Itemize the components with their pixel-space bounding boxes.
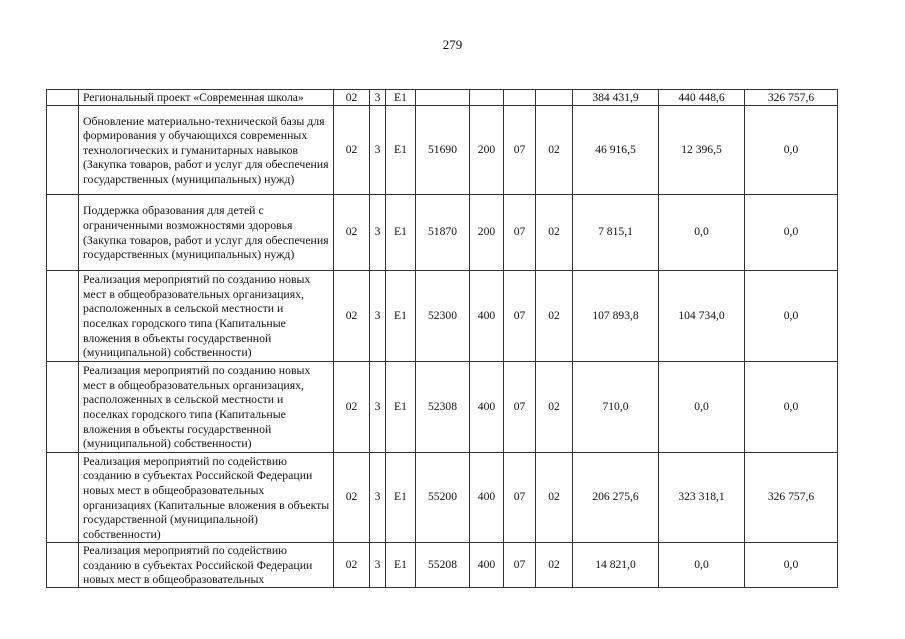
row-number-cell	[47, 543, 79, 588]
amount-year1-cell: 7 815,1	[573, 195, 659, 271]
section-cell: 07	[504, 106, 536, 195]
amount-year2-cell: 0,0	[659, 543, 745, 588]
project-code-cell: E1	[386, 271, 416, 362]
expense-code-cell	[416, 90, 470, 106]
project-code-cell: E1	[386, 106, 416, 195]
amount-year3-cell: 326 757,6	[745, 90, 838, 106]
expense-code-cell: 51690	[416, 106, 470, 195]
table-row	[47, 453, 838, 543]
amount-year2-cell: 0,0	[659, 195, 745, 271]
amount-year2-cell: 0,0	[659, 362, 745, 453]
budget-table	[46, 89, 838, 588]
subsection-cell: 02	[536, 106, 573, 195]
section-cell: 07	[504, 195, 536, 271]
row-name-cell: Региональный проект «Современная школа»	[79, 90, 334, 106]
row-number-cell	[47, 362, 79, 453]
amount-year1-cell: 107 893,8	[573, 271, 659, 362]
table-row	[47, 195, 838, 271]
amount-year1-cell: 384 431,9	[573, 90, 659, 106]
table-row	[47, 271, 838, 362]
page-number: 279	[442, 37, 463, 52]
subprogram-code-cell: 3	[370, 90, 386, 106]
project-code-cell: E1	[386, 195, 416, 271]
amount-year3-cell: 326 757,6	[745, 453, 838, 543]
row-name-cell: Обновление материально-технической базы для формирования у обучающихся современных технологических и гуманитарных навыков (Закупка товаров, работ и услуг для обеспечения государственных (муниципальных) нужд)	[79, 106, 334, 195]
amount-year2-cell: 440 448,6	[659, 90, 745, 106]
row-name-cell: Поддержка образования для детей с ограниченными возможностями здоровья (Закупка товаров, работ и услуг для обеспечения государственных (муниципальных) нужд)	[79, 195, 334, 271]
subsection-cell: 02	[536, 195, 573, 271]
subprogram-code-cell: 3	[370, 453, 386, 543]
project-code-cell: E1	[386, 362, 416, 453]
amount-year3-cell: 0,0	[745, 195, 838, 271]
amount-year3-cell: 0,0	[745, 106, 838, 195]
expense-type-cell	[470, 90, 504, 106]
section-cell	[504, 90, 536, 106]
program-code-cell: 02	[334, 453, 370, 543]
subprogram-code-cell: 3	[370, 195, 386, 271]
section-cell: 07	[504, 453, 536, 543]
row-number-cell	[47, 106, 79, 195]
subprogram-code-cell: 3	[370, 271, 386, 362]
section-cell: 07	[504, 543, 536, 588]
table-row	[47, 106, 838, 195]
program-code-cell: 02	[334, 90, 370, 106]
expense-code-cell: 55208	[416, 543, 470, 588]
project-code-cell: E1	[386, 543, 416, 588]
amount-year3-cell: 0,0	[745, 271, 838, 362]
table-row	[47, 90, 838, 106]
section-cell: 07	[504, 362, 536, 453]
program-code-cell: 02	[334, 106, 370, 195]
subprogram-code-cell: 3	[370, 543, 386, 588]
expense-code-cell: 51870	[416, 195, 470, 271]
row-name-cell: Реализация мероприятий по созданию новых мест в общеобразовательных организациях, расположенных в сельской местности и поселках городского типа (Капитальные вложения в объекты государственной (муниципальной) собственности)	[79, 362, 334, 453]
row-name-cell: Реализация мероприятий по созданию новых мест в общеобразовательных организациях, расположенных в сельской местности и поселках городского типа (Капитальные вложения в объекты государственной (муниципальной) собственности)	[79, 271, 334, 362]
expense-type-cell: 200	[470, 195, 504, 271]
row-name-cell: Реализация мероприятий по содействию созданию в субъектах Российской Федерации новых мест в общеобразовательных	[79, 543, 334, 588]
table-row	[47, 362, 838, 453]
row-number-cell	[47, 90, 79, 106]
amount-year2-cell: 323 318,1	[659, 453, 745, 543]
row-number-cell	[47, 271, 79, 362]
expense-code-cell: 55200	[416, 453, 470, 543]
amount-year1-cell: 710,0	[573, 362, 659, 453]
project-code-cell: E1	[386, 453, 416, 543]
expense-type-cell: 400	[470, 271, 504, 362]
expense-type-cell: 400	[470, 362, 504, 453]
row-name-cell: Реализация мероприятий по содействию созданию в субъектах Российской Федерации новых мест в общеобразовательных организациях (Капитальные вложения в объекты государственной (муниципальной) собственности)	[79, 453, 334, 543]
expense-type-cell: 400	[470, 543, 504, 588]
program-code-cell: 02	[334, 362, 370, 453]
program-code-cell: 02	[334, 271, 370, 362]
expense-code-cell: 52308	[416, 362, 470, 453]
subsection-cell	[536, 90, 573, 106]
amount-year1-cell: 14 821,0	[573, 543, 659, 588]
row-number-cell	[47, 453, 79, 543]
subsection-cell: 02	[536, 543, 573, 588]
amount-year3-cell: 0,0	[745, 362, 838, 453]
expense-code-cell: 52300	[416, 271, 470, 362]
subprogram-code-cell: 3	[370, 362, 386, 453]
row-number-cell	[47, 195, 79, 271]
amount-year1-cell: 46 916,5	[573, 106, 659, 195]
table-row	[47, 543, 838, 588]
amount-year1-cell: 206 275,6	[573, 453, 659, 543]
subsection-cell: 02	[536, 362, 573, 453]
expense-type-cell: 400	[470, 453, 504, 543]
program-code-cell: 02	[334, 543, 370, 588]
subsection-cell: 02	[536, 453, 573, 543]
subsection-cell: 02	[536, 271, 573, 362]
program-code-cell: 02	[334, 195, 370, 271]
section-cell: 07	[504, 271, 536, 362]
amount-year2-cell: 104 734,0	[659, 271, 745, 362]
amount-year2-cell: 12 396,5	[659, 106, 745, 195]
amount-year3-cell: 0,0	[745, 543, 838, 588]
project-code-cell: E1	[386, 90, 416, 106]
expense-type-cell: 200	[470, 106, 504, 195]
subprogram-code-cell: 3	[370, 106, 386, 195]
